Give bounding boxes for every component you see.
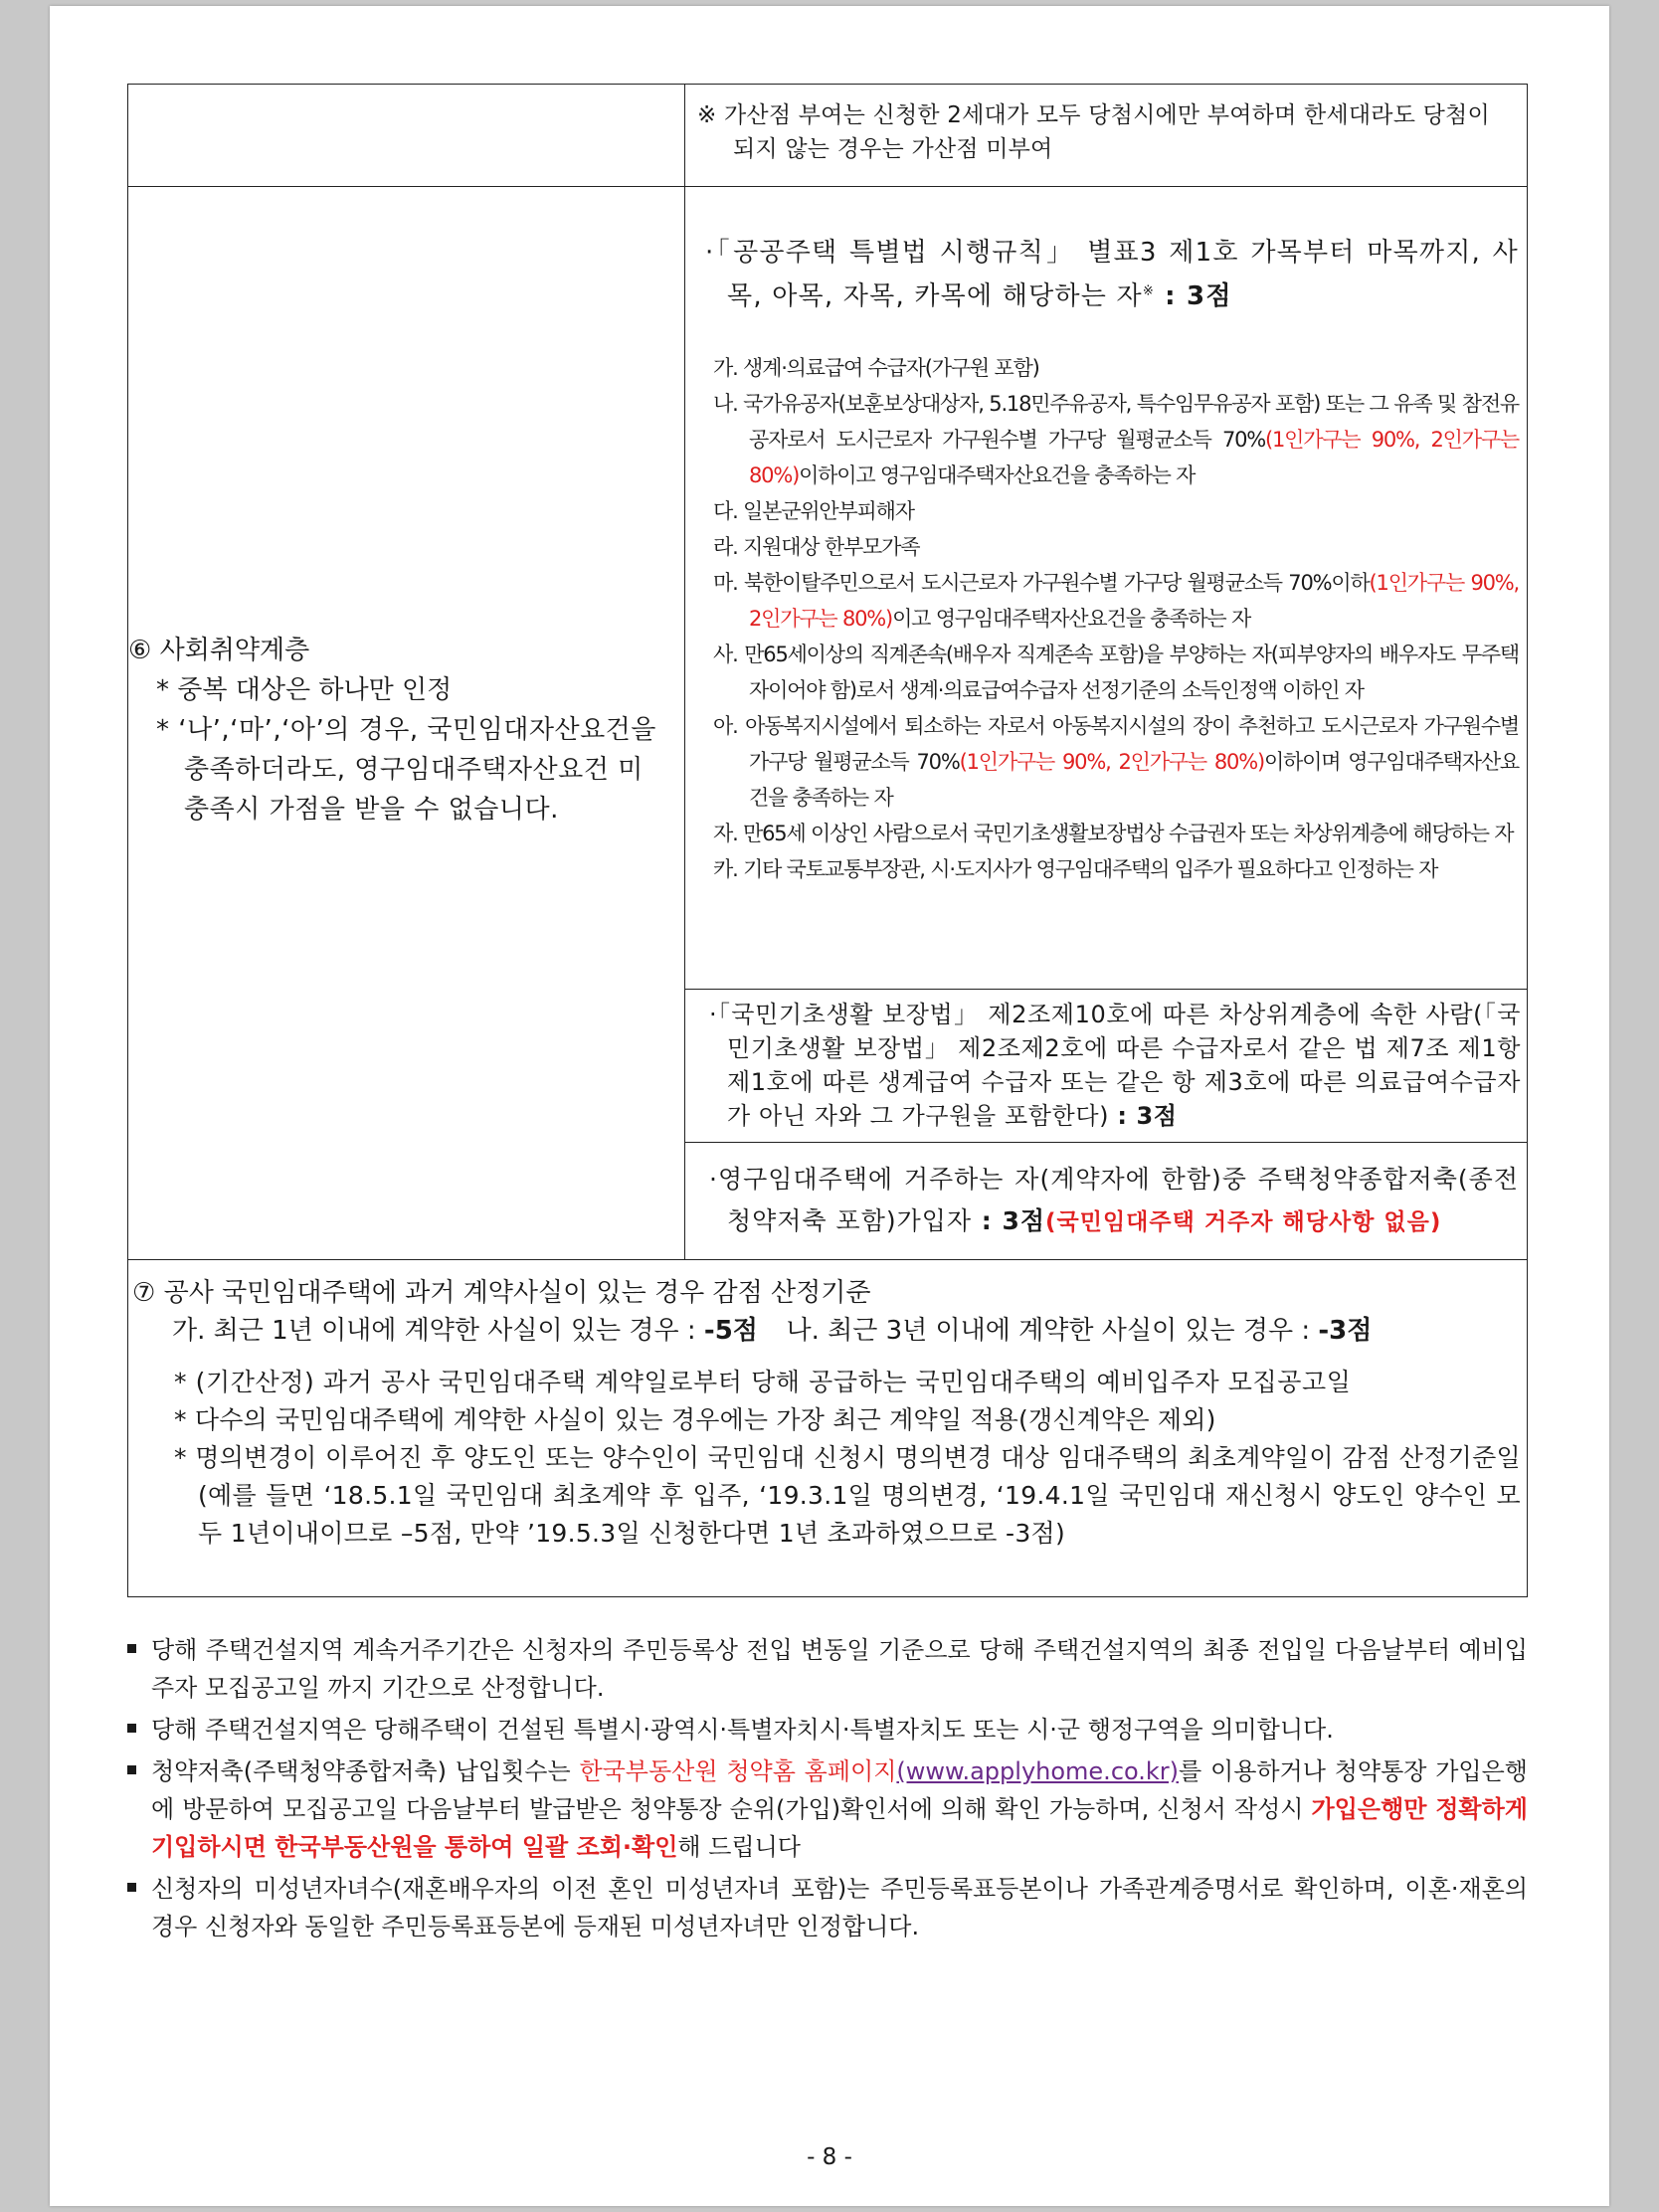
list-item: 라. 지원대상 한부모가족 — [713, 535, 920, 559]
vulnerable-class-note-1: * 중복 대상은 하나만 인정 — [156, 675, 453, 705]
footnote-residence-period: 당해 주택건설지역 계속거주기간은 신청자의 주민등록상 전입 변동일 기준으로 당해 주택건설지역의 최종 전입일 다음날부터 예비입주자 모집공고일 까지 기간으로 산정합니다. — [127, 1631, 1528, 1707]
list-item: 다. 일본군위안부피해자 — [713, 499, 914, 523]
rules-heading-score: : 3점 — [1154, 281, 1232, 311]
bullet-square-icon — [127, 1765, 136, 1774]
vulnerable-class-note-2: * ‘나’,‘마’,‘아’의 경우, 국민임대자산요건을 충족하더라도, 영구임대주택자산요건 미충족시 가점을 받을 수 없습니다. — [156, 715, 656, 825]
deduction-criteria: 가. 최근 1년 이내에 계약한 사실이 있는 경우 : -5점 나. 최근 3년 이내에 계약한 사실이 있는 경우 : -3점 — [172, 1316, 1373, 1346]
deduction-title: ⑦ 공사 국민임대주택에 과거 계약사실이 있는 경우 감점 산정기준 — [132, 1278, 871, 1308]
list-item: 나. 국가유공자(보훈보상대상자, 5.18민주유공자, 특수임무유공자 포함) 또는 그 유족 및 참전유공자로서 도시근로자 가구원수별 가구당 월평균소득 70%(1인가구는 90%, 2인가구는 80%)이하이고 영구임대주택자산요건을 충족하는 자 — [713, 392, 1519, 487]
document-page — [50, 6, 1609, 2206]
deduction-cell — [128, 1260, 1527, 1596]
footnote-subscription-count: 청약저축(주택청약종합저축) 납입횟수는 한국부동산원 청약홈 홈페이지(www.applyhome.co.kr)를 이용하거나 청약통장 가입은행에 방문하여 모집공고일 다음날부터 발급받은 청약통장 순위(가입)확인서에 의해 확인 가능하며, 신청서 작성시 가입은행만 정확하게 기입하시면 한국부동산원을 통하여 일괄 조회·확인해 드립니다 — [127, 1752, 1528, 1866]
deduction-note: * (기간산정) 과거 공사 국민임대주택 계약일로부터 당해 공급하는 국민임대주택의 예비입주자 모집공고일 — [174, 1368, 1352, 1396]
bonus-note-text: 가산점 부여는 신청한 2세대가 모두 당첨시에만 부여하며 한세대라도 당첨이 되지 않는 경우는 가산점 미부여 — [724, 102, 1490, 162]
permanent-rental-text: ·영구임대주택에 거주하는 자(계약자에 한함)중 주택청약종합저축(종전 청약저축 포함)가입자 : 3점(국민임대주택 거주자 해당사항 없음) — [709, 1165, 1519, 1235]
rules-item-list — [699, 350, 1519, 887]
criteria-block-permanent-rental — [685, 1142, 1527, 1259]
footnotes — [127, 1631, 1528, 1949]
list-item: 자. 만65세 이상인 사람으로서 국민기초생활보장법상 수급권자 또는 차상위계층에 해당하는 자 — [713, 822, 1514, 845]
deduction-note: * 다수의 국민임대주택에 계약한 사실이 있는 경우에는 가장 최근 계약일 적용(갱신계약은 제외) — [174, 1405, 1216, 1434]
near-poverty-text: ·「국민기초생활 보장법」 제2조제10호에 따른 차상위계층에 속한 사람(「국민기초생활 보장법」 제2조제2호에 따른 수급자로서 같은 법 제7조 제1항제1호에 따른 생계급여 수급자 또는 같은 항 제3호에 따른 의료급여수급자가 아닌 자와 그 가구원을 포함한다) : 3점 — [709, 1001, 1521, 1130]
deduction-notes — [132, 1364, 1521, 1553]
deduction-note: * 명의변경이 이루어진 후 양도인 또는 양수인이 국민임대 신청시 명의변경 대상 임대주택의 최초계약일이 감점 산정기준일(예를 들면 ‘18.5.1일 국민임대 최초계약 후 입주, ‘19.3.1일 명의변경, ‘19.4.1일 국민임대 재신청시 양도인 양수인 모두 1년이내이므로 –5점, 만약 ’19.5.3일 신청한다면 1년 초과하였으므로 -3점) — [174, 1443, 1521, 1548]
bonus-note-cell — [685, 85, 1527, 186]
bullet-square-icon — [127, 1883, 136, 1892]
table-row-deduction — [128, 1259, 1527, 1596]
applyhome-link[interactable]: (www.applyhome.co.kr) — [896, 1757, 1180, 1785]
vulnerable-class-title: ⑥ 사회취약계층 — [128, 636, 310, 665]
criteria-block-near-poverty — [685, 989, 1527, 1142]
table-row-vulnerable-class — [128, 186, 1527, 1259]
vulnerable-class-label-cell — [128, 187, 685, 1259]
list-item: 아. 아동복지시설에서 퇴소하는 자로서 아동복지시설의 장이 추천하고 도시근로자 가구원수별 가구당 월평균소득 70%(1인가구는 90%, 2인가구는 80%)이하이며 영구임대주택자산요건을 충족하는 자 — [713, 714, 1519, 810]
reference-mark: ※ — [697, 102, 717, 128]
empty-cell — [128, 85, 685, 186]
list-item: 가. 생계·의료급여 수급자(가구원 포함) — [713, 356, 1039, 380]
criteria-block-rules — [685, 187, 1527, 989]
reference-mark: ※ — [1142, 283, 1155, 299]
footnote-minor-children: 신청자의 미성년자녀수(재혼배우자의 이전 혼인 미성년자녀 포함)는 주민등록표등본이나 가족관계증명서로 확인하며, 이혼·재혼의 경우 신청자와 동일한 주민등록표등본에 등재된 미성년자녀만 인정합니다. — [127, 1870, 1528, 1945]
list-item: 사. 만65세이상의 직계존속(배우자 직계존속 포함)을 부양하는 자(피부양자의 배우자도 무주택자이어야 함)로서 생계·의료급여수급자 선정기준의 소득인정액 이하인 자 — [713, 643, 1519, 702]
rules-heading-text: ·「공공주택 특별법 시행규칙」 별표3 제1호 가목부터 마목까지, 사목, 아목, 자목, 카목에 해당하는 자 — [705, 238, 1519, 311]
page-number: - 8 - — [807, 2144, 852, 2170]
eligibility-table — [127, 84, 1528, 1597]
vulnerable-class-criteria — [685, 187, 1527, 1259]
table-row-bonus-note — [128, 85, 1527, 186]
bullet-square-icon — [127, 1644, 136, 1653]
list-item: 카. 기타 국토교통부장관, 시·도지사가 영구임대주택의 입주가 필요하다고 인정하는 자 — [713, 857, 1438, 881]
bullet-square-icon — [127, 1724, 136, 1733]
list-item: 마. 북한이탈주민으로서 도시근로자 가구원수별 가구당 월평균소득 70%이하(1인가구는 90%, 2인가구는 80%)이고 영구임대주택자산요건을 충족하는 자 — [713, 571, 1519, 631]
rules-heading — [699, 231, 1519, 318]
footnote-construction-area: 당해 주택건설지역은 당해주택이 건설된 특별시·광역시·특별자치시·특별자치도 또는 시·군 행정구역을 의미합니다. — [127, 1711, 1528, 1749]
